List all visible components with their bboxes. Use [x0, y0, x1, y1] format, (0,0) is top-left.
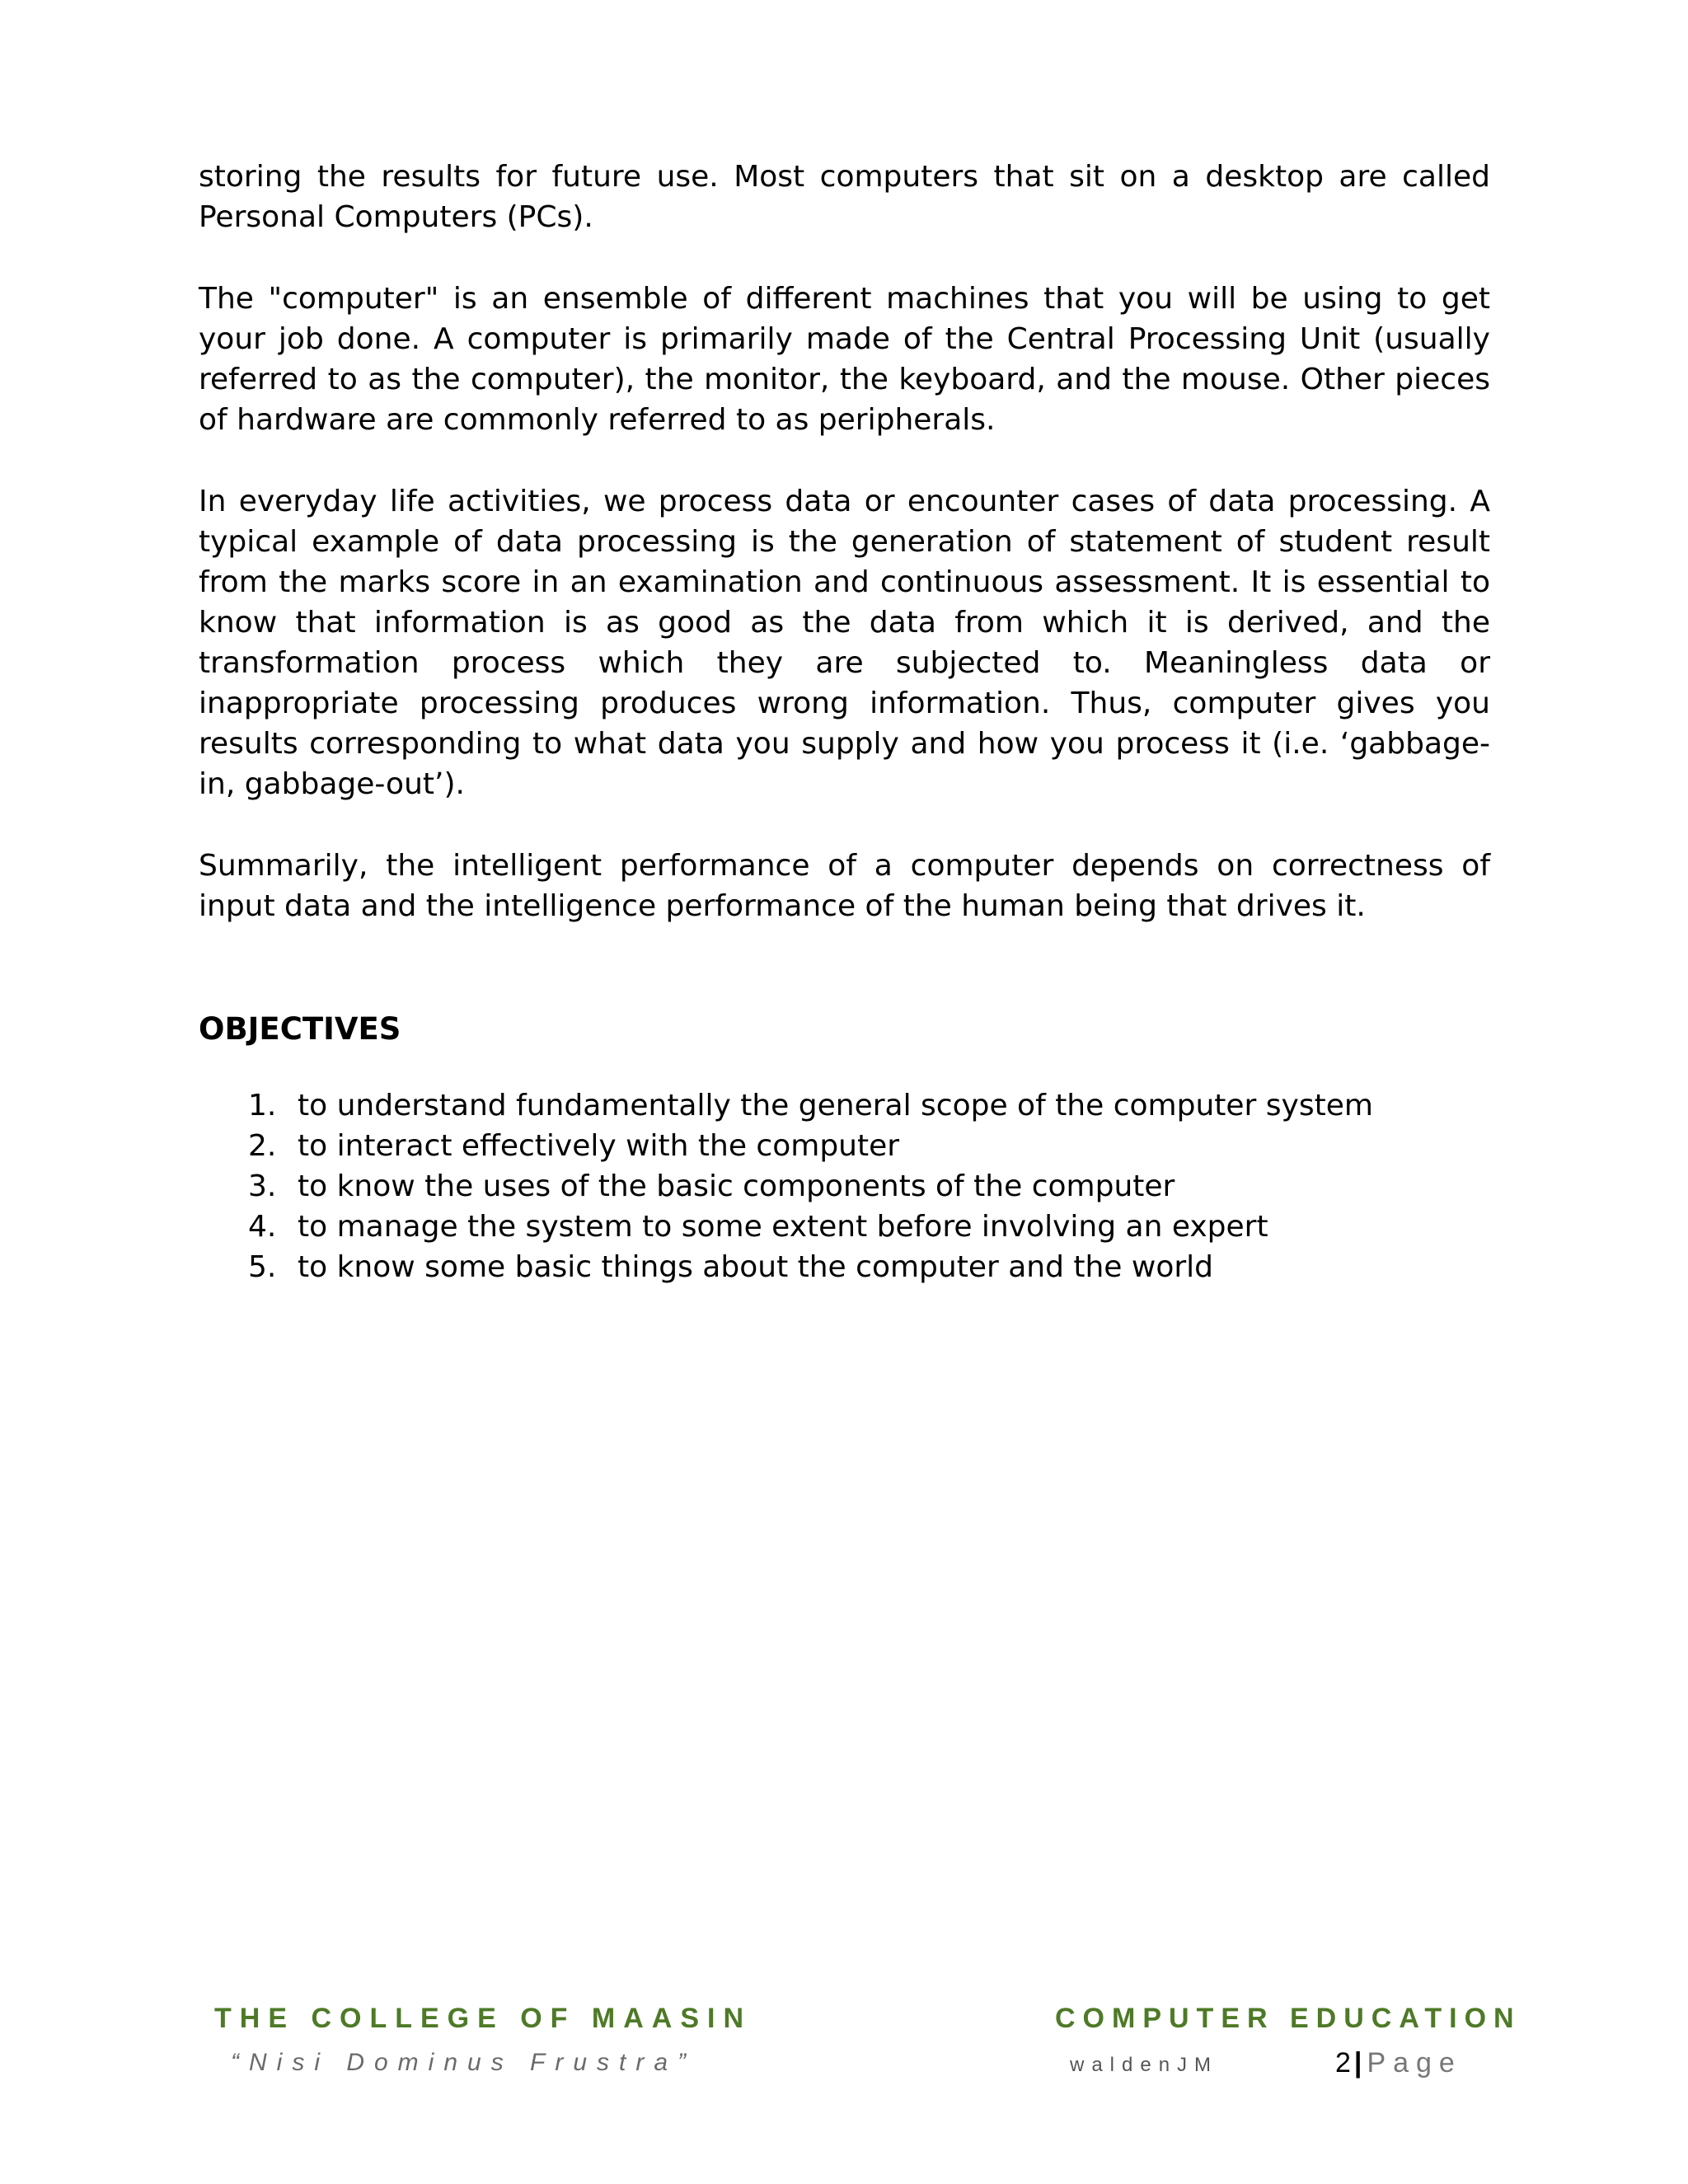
- paragraph-storing-results: storing the results for future use. Most computers that sit on a desktop are called Personal Computers (PCs).: [199, 160, 1490, 234]
- footer-author: waldenJM: [1070, 2054, 1219, 2076]
- objective-number: 5.: [248, 1250, 277, 1284]
- objective-text: to know the uses of the basic components of the computer: [298, 1169, 1175, 1203]
- objective-number: 4.: [248, 1210, 277, 1244]
- objective-item: [248, 1247, 1490, 1287]
- page-number: 2: [1335, 2047, 1351, 2079]
- objective-item: [248, 1085, 1490, 1126]
- objective-text: to understand fundamentally the general scope of the computer system: [298, 1089, 1373, 1122]
- footer-school-name: THE COLLEGE OF MAASIN: [214, 2003, 752, 2034]
- objective-text: to know some basic things about the computer and the world: [298, 1250, 1214, 1284]
- objective-item: [248, 1166, 1490, 1207]
- page-separator: |: [1353, 2047, 1362, 2079]
- footer-page-indicator: [1335, 2047, 1462, 2079]
- objective-number: 1.: [248, 1089, 277, 1122]
- objective-number: 2.: [248, 1129, 277, 1163]
- footer-motto: “Nisi Dominus Frustra”: [231, 2049, 696, 2076]
- page-body: [199, 157, 1490, 1287]
- objective-item: [248, 1126, 1490, 1166]
- objective-text: to manage the system to some extent before involving an expert: [298, 1210, 1268, 1244]
- objective-number: 3.: [248, 1169, 277, 1203]
- objectives-heading: OBJECTIVES: [199, 1011, 401, 1047]
- objectives-list: [199, 1085, 1490, 1287]
- paragraph-summary: Summarily, the intelligent performance of a computer depends on correctness of input data and the intelligence performance of the human being that drives it.: [199, 849, 1490, 923]
- paragraph-computer-ensemble: The "computer" is an ensemble of different machines that you will be using to get your job done. A computer is primarily made of the Central Processing Unit (usually referred to as the computer), the monitor, the keyboard, and the mouse. Other pieces of hardware are commonly referred to as peripherals.: [199, 282, 1490, 437]
- objective-item: [248, 1207, 1490, 1247]
- paragraph-data-processing: In everyday life activities, we process data or encounter cases of data processing. A typical example of data processing is the generation of statement of student result from the marks score in an examination and continuous assessment. It is essential to know that information is as good as the data from which it is derived, and the transformation process which they are subjected to. Meaningless data or inappropriate processing produces wrong information. Thus, computer gives you results corresponding to what data you supply and how you process it (i.e. ‘gabbage- in, gabbage-out’).: [199, 485, 1490, 801]
- page-label: Page: [1367, 2047, 1462, 2079]
- objective-text: to interact effectively with the computer: [298, 1129, 900, 1163]
- footer-department: COMPUTER EDUCATION: [1055, 2003, 1522, 2034]
- page-footer: [0, 2003, 1688, 2102]
